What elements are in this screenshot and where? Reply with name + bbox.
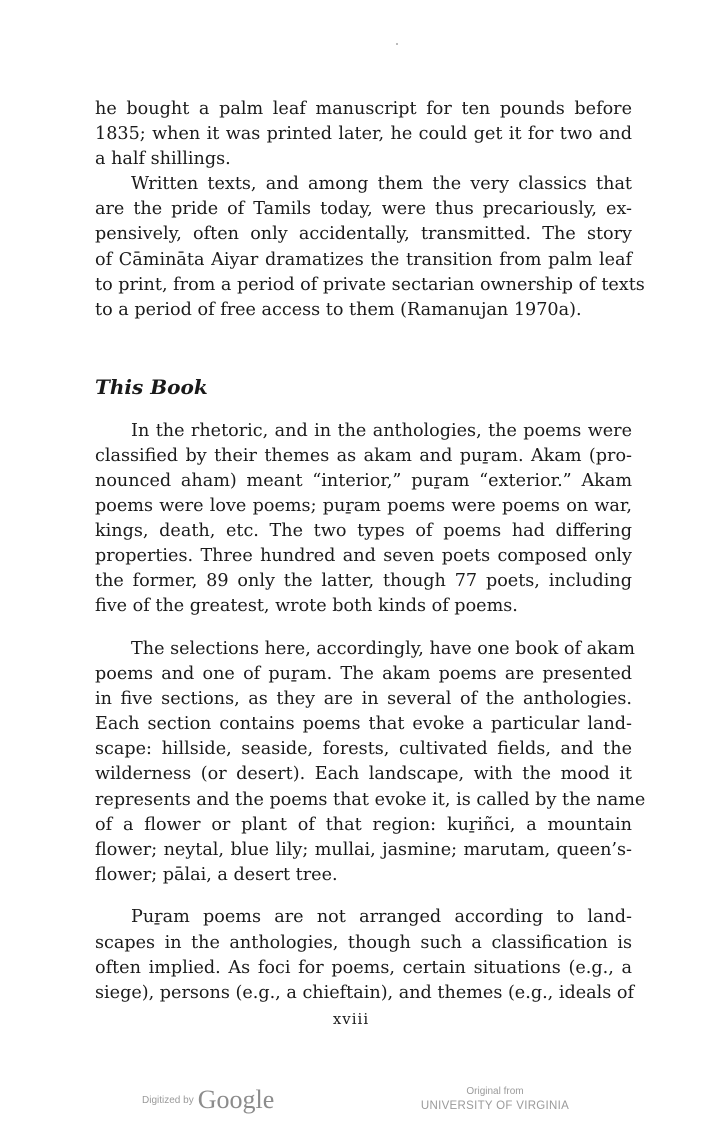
text-line: scape: hillside, seaside, forests, cultivated fields, and the	[95, 739, 632, 760]
text-line: poems and one of puṟam. The akam poems are presented	[95, 664, 632, 685]
text-line: nounced aham) meant “interior,” puṟam “exterior.” Akam	[95, 470, 632, 491]
text-line: to a period of free access to them (Ramanujan 1970a).	[95, 299, 582, 320]
text-line: poems were love poems; puṟam poems were poems on war,	[95, 495, 632, 516]
text-line: wilderness (or desert). Each landscape, with the mood it	[95, 764, 632, 785]
text-line: flower; neytal, blue lily; mullai, jasmine; marutam, queen’s-	[95, 839, 632, 860]
body-text-bottom	[95, 401, 646, 1023]
text-line: properties. Three hundred and seven poets composed only	[95, 546, 632, 567]
text-line: in five sections, as they are in several of the anthologies.	[95, 689, 632, 710]
text-line: represents and the poems that evoke it, is called by the name	[95, 789, 646, 810]
text-line: pensively, often only accidentally, transmitted. The story	[95, 224, 632, 245]
original-from-watermark	[420, 1085, 570, 1113]
text-line: of Cāmināta Aiyar dramatizes the transition from palm leaf	[95, 249, 632, 270]
text-line: Each section contains poems that evoke a particular land-	[95, 714, 632, 735]
google-logo: Google	[197, 1085, 275, 1114]
university-label: UNIVERSITY OF VIRGINIA	[420, 1100, 570, 1112]
paragraph-2	[95, 172, 645, 323]
text-line: are the pride of Tamils today, were thus precariously, ex-	[95, 199, 632, 220]
text-line: classified by their themes as akam and puṟam. Akam (pro-	[95, 445, 632, 466]
paragraph-1	[95, 97, 632, 172]
section-heading: This Book	[95, 375, 208, 399]
speck	[396, 43, 398, 45]
digitized-by-label: Digitized by	[142, 1095, 194, 1106]
text-line: 1835; when it was printed later, he could get it for two and	[95, 124, 632, 145]
text-line: five of the greatest, wrote both kinds of poems.	[95, 596, 518, 617]
original-from-label: Original from	[466, 1086, 524, 1097]
text-line: In the rhetoric, and in the anthologies, the poems were	[131, 420, 632, 441]
text-line: siege), persons (e.g., a chieftain), and themes (e.g., ideals of	[95, 982, 634, 1003]
text-line: scapes in the anthologies, though such a classification is	[95, 932, 632, 953]
text-line: Written texts, and among them the very classics that	[131, 174, 632, 195]
text-line: a half shillings.	[95, 149, 231, 170]
text-line: kings, death, etc. The two types of poems had differing	[95, 520, 632, 541]
digitized-by-watermark	[142, 1085, 274, 1115]
text-line: flower; pālai, a desert tree.	[95, 864, 338, 885]
text-line: often implied. As foci for poems, certain situations (e.g., a	[95, 957, 632, 978]
paragraph-5	[95, 905, 632, 1005]
text-line: Puṟam poems are not arranged according to land-	[131, 907, 632, 928]
text-line: he bought a palm leaf manuscript for ten pounds before	[95, 99, 632, 119]
page-number: xviii	[332, 1010, 370, 1028]
paragraph-3	[95, 419, 632, 620]
text-line: of a flower or plant of that region: kuṟiñci, a mountain	[95, 814, 632, 835]
text-line: the former, 89 only the latter, though 77 poets, including	[95, 571, 632, 592]
paragraph-4	[95, 637, 646, 888]
text-line: The selections here, accordingly, have one book of akam	[131, 638, 635, 659]
body-text-top	[95, 97, 645, 323]
text-line: to print, from a period of private sectarian ownership of texts	[95, 274, 645, 295]
